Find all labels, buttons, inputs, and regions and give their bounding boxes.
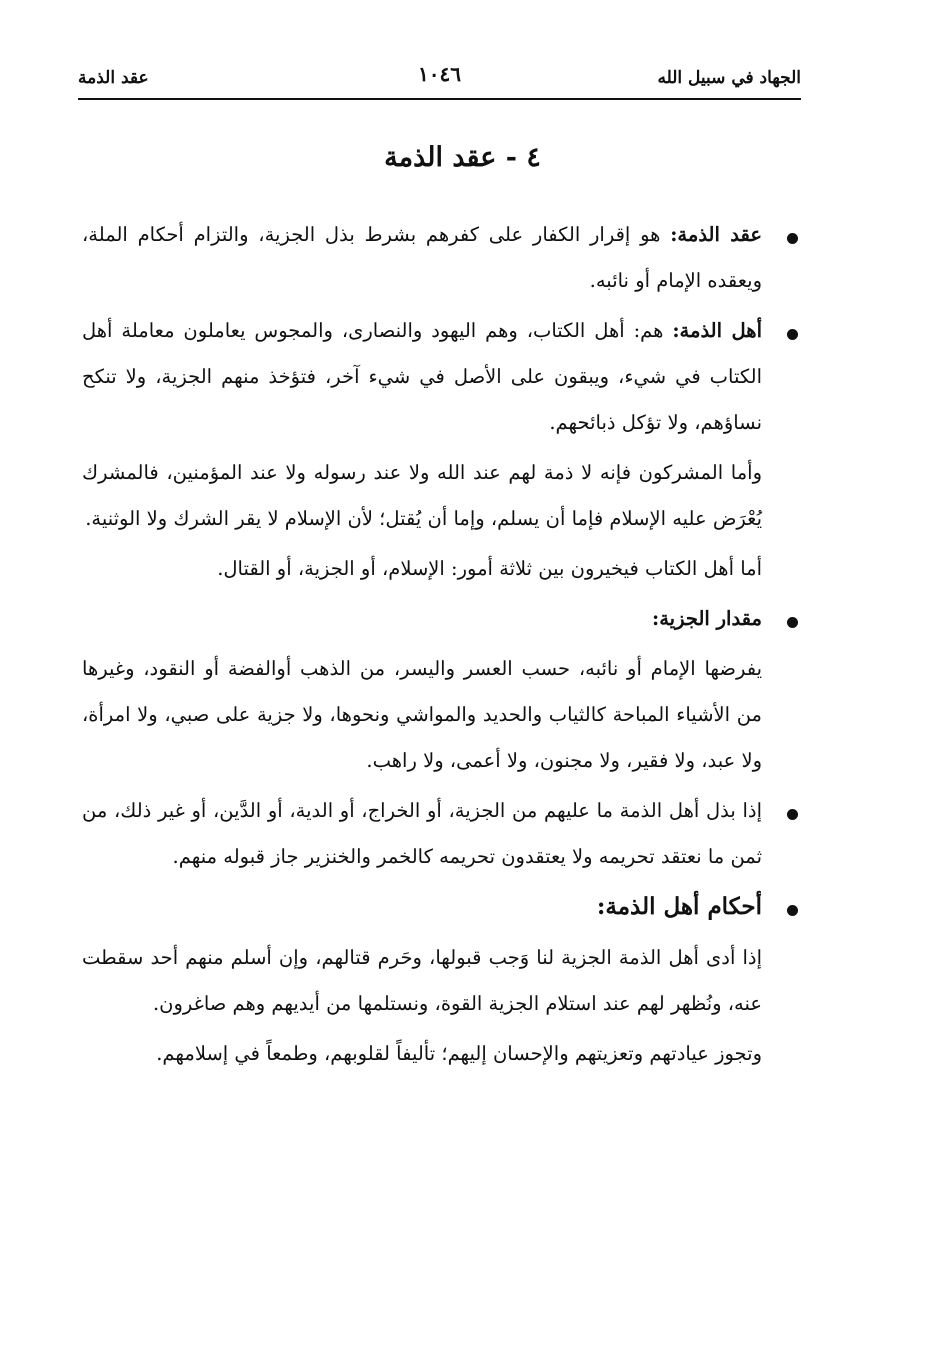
page-number: ١٠٤٦ [418, 62, 461, 86]
list-item-definition [82, 212, 762, 304]
bullet-icon [787, 809, 798, 820]
term-aqd-dhimma: عقد الذمة: [670, 223, 762, 246]
paragraph-ahkam-1: إذا أدى أهل الذمة الجزية لنا وَجب قبولها، وحَرم قتالهم، وإن أسلم منهم أحد سقطت عنه، ونُظهر لهم عند استلام الجزية القوة، ونستلمها من أيديهم وهم صاغرون. [82, 946, 762, 1015]
page-body [82, 212, 762, 1081]
paragraph-ahkam-2: وتجوز عيادتهم وتعزيتهم والإحسان إليهم؛ تأليفاً لقلوبهم، وطمعاً في إسلامهم. [156, 1042, 762, 1065]
paragraph-ahl-kitab: أما أهل الكتاب فيخيرون بين ثلاثة أمور: الإسلام، أو الجزية، أو القتال. [217, 557, 762, 580]
payment-text: إذا بذل أهل الذمة ما عليهم من الجزية، أو الخراج، أو الدية، أو الدَّين، أو غير ذلك، من ثمن ما نعتقد تحريمه ولا يعتقدون تحريمه كالخمر والخنزير جاز قبوله منهم. [82, 799, 762, 868]
list-item-jizya-heading [82, 596, 762, 642]
list-item-payment [82, 788, 762, 880]
heading-miqdar-jizya: مقدار الجزية: [652, 607, 762, 630]
bullet-icon [787, 905, 798, 916]
running-title-section: عقد الذمة [78, 68, 149, 88]
paragraph-mushrikun: وأما المشركون فإنه لا ذمة لهم عند الله ولا عند رسوله ولا عند المؤمنين، فالمشرك يُعْرَض عليه الإسلام فإما أن يسلم، وإما أن يُقتل؛ لأن الإسلام لا يقر الشرك ولا الوثنية. [82, 461, 762, 530]
term-ahl-dhimma: أهل الذمة: [672, 319, 763, 342]
bullet-icon [787, 233, 798, 244]
header-rule [78, 98, 801, 100]
running-title-book: الجهاد في سبيل الله [657, 68, 801, 88]
list-item-ahkam-heading [82, 884, 762, 931]
ahl-dhimma-text: هم: أهل الكتاب، وهم اليهود والنصارى، والمجوس يعاملون معاملة أهل الكتاب في شيء، ويبقون على الأصل في شيء آخر، فتؤخذ منهم الجزية، ولا تنكح نساؤهم، ولا تؤكل ذبائحهم. [82, 319, 762, 434]
definition-text: هو إقرار الكفار على كفرهم بشرط بذل الجزية، والتزام أحكام الملة، ويعقده الإمام أو نائبه. [82, 223, 762, 292]
bullet-icon [787, 329, 798, 340]
page-header [78, 60, 801, 100]
paragraph-jizya: يفرضها الإمام أو نائبه، حسب العسر واليسر، من الذهب أوالفضة أو النقود، وغيرها من الأشياء المباحة كالثياب والحديد والمواشي ونحوها، ولا جزية على صبي، ولا امرأة، ولا عبد، ولا فقير، ولا مجنون، ولا أعمى، ولا راهب. [82, 657, 762, 772]
bullet-icon [787, 617, 798, 628]
heading-ahkam: أحكام أهل الذمة: [596, 893, 762, 920]
chapter-title: ٤ - عقد الذمة [384, 142, 541, 173]
list-item-ahl-dhimma [82, 308, 762, 446]
